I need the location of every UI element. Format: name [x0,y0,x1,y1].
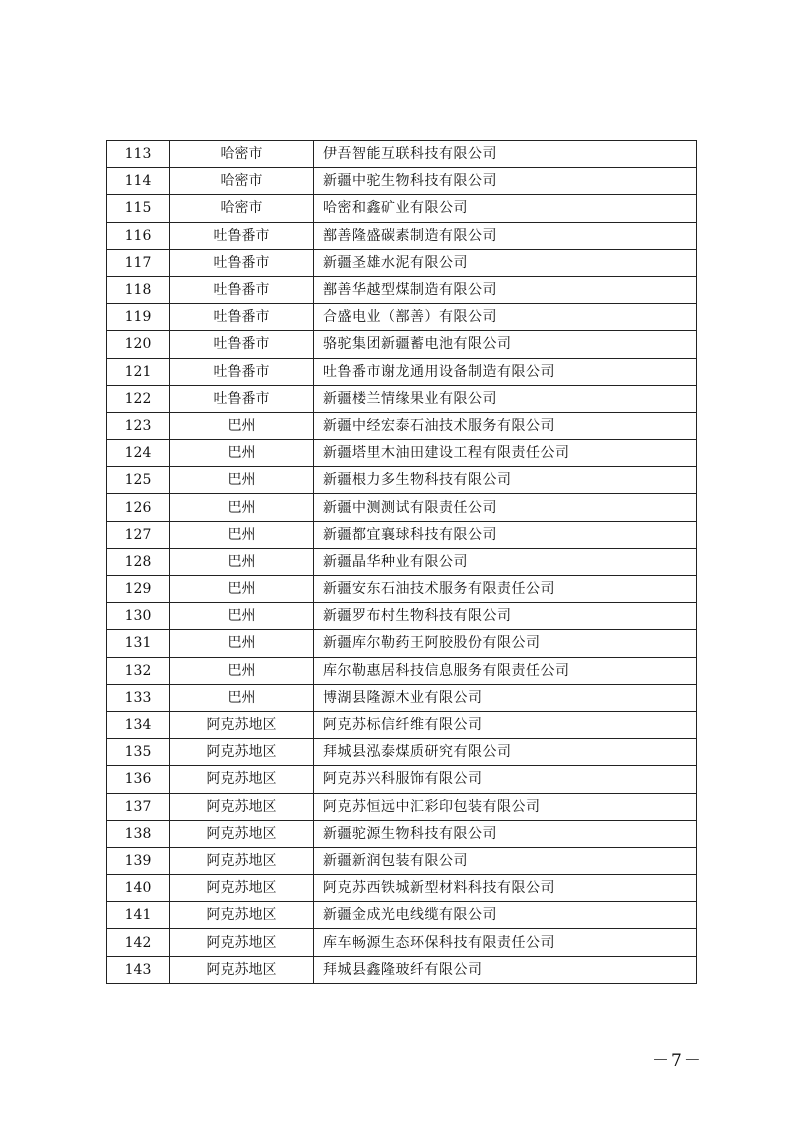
row-company: 哈密和鑫矿业有限公司 [314,195,697,222]
table-row [107,440,697,467]
row-number: 125 [107,467,170,494]
row-number: 137 [107,793,170,820]
row-company: 新疆中测测试有限责任公司 [314,494,697,521]
row-region: 吐鲁番市 [170,249,314,276]
row-region: 巴州 [170,548,314,575]
row-region: 巴州 [170,684,314,711]
table-row [107,222,697,249]
table-row [107,548,697,575]
row-company: 阿克苏恒远中汇彩印包装有限公司 [314,793,697,820]
row-number: 127 [107,521,170,548]
table-row [107,630,697,657]
row-company: 阿克苏西铁城新型材料科技有限公司 [314,875,697,902]
table-row [107,412,697,439]
row-company: 新疆圣雄水泥有限公司 [314,249,697,276]
row-company: 新疆库尔勒药王阿胶股份有限公司 [314,630,697,657]
row-number: 117 [107,249,170,276]
row-number: 136 [107,766,170,793]
row-region: 吐鲁番市 [170,222,314,249]
table-row [107,304,697,331]
table-row [107,929,697,956]
row-company: 阿克苏标信纤维有限公司 [314,711,697,738]
row-region: 吐鲁番市 [170,385,314,412]
row-company: 鄯善华越型煤制造有限公司 [314,276,697,303]
page-number: －7－ [652,1051,703,1071]
row-number: 143 [107,956,170,983]
table-row [107,766,697,793]
table-row [107,711,697,738]
row-company: 新疆楼兰情缘果业有限公司 [314,385,697,412]
row-region: 巴州 [170,521,314,548]
row-number: 133 [107,684,170,711]
row-company: 阿克苏兴科服饰有限公司 [314,766,697,793]
row-number: 118 [107,276,170,303]
row-number: 132 [107,657,170,684]
row-region: 巴州 [170,440,314,467]
table-row [107,847,697,874]
row-company: 合盛电业（鄯善）有限公司 [314,304,697,331]
table-row [107,494,697,521]
row-number: 128 [107,548,170,575]
row-company: 新疆新润包装有限公司 [314,847,697,874]
row-company: 新疆中驼生物科技有限公司 [314,168,697,195]
row-number: 131 [107,630,170,657]
row-company: 新疆都宜襄球科技有限公司 [314,521,697,548]
table-row [107,249,697,276]
row-number: 141 [107,902,170,929]
table-row [107,195,697,222]
row-region: 吐鲁番市 [170,358,314,385]
row-region: 哈密市 [170,141,314,168]
row-company: 新疆金成光电线缆有限公司 [314,902,697,929]
table-row [107,576,697,603]
table-row [107,739,697,766]
table-row [107,875,697,902]
row-company: 拜城县泓泰煤质研究有限公司 [314,739,697,766]
row-region: 吐鲁番市 [170,331,314,358]
row-company: 库车畅源生态环保科技有限责任公司 [314,929,697,956]
table-row [107,657,697,684]
row-region: 哈密市 [170,168,314,195]
row-company: 吐鲁番市谢龙通用设备制造有限公司 [314,358,697,385]
row-number: 130 [107,603,170,630]
row-number: 113 [107,141,170,168]
table-row [107,902,697,929]
row-number: 122 [107,385,170,412]
row-company: 博湖县隆源木业有限公司 [314,684,697,711]
row-number: 119 [107,304,170,331]
row-region: 巴州 [170,494,314,521]
row-company: 伊吾智能互联科技有限公司 [314,141,697,168]
table-row [107,467,697,494]
row-company: 新疆中经宏泰石油技术服务有限公司 [314,412,697,439]
row-number: 114 [107,168,170,195]
row-region: 巴州 [170,603,314,630]
row-number: 116 [107,222,170,249]
row-region: 巴州 [170,576,314,603]
row-number: 142 [107,929,170,956]
row-company: 库尔勒惠居科技信息服务有限责任公司 [314,657,697,684]
row-number: 135 [107,739,170,766]
row-region: 哈密市 [170,195,314,222]
table-row [107,331,697,358]
table-body [107,141,697,984]
row-number: 124 [107,440,170,467]
row-company: 新疆罗布村生物科技有限公司 [314,603,697,630]
row-number: 126 [107,494,170,521]
enterprise-table [106,140,697,984]
table-row [107,521,697,548]
row-company: 拜城县鑫隆玻纤有限公司 [314,956,697,983]
row-number: 115 [107,195,170,222]
row-region: 阿克苏地区 [170,739,314,766]
row-company: 新疆根力多生物科技有限公司 [314,467,697,494]
row-region: 吐鲁番市 [170,304,314,331]
row-number: 134 [107,711,170,738]
table-row [107,603,697,630]
table-row [107,168,697,195]
row-region: 阿克苏地区 [170,711,314,738]
row-region: 吐鲁番市 [170,276,314,303]
row-region: 巴州 [170,657,314,684]
row-company: 新疆塔里木油田建设工程有限责任公司 [314,440,697,467]
row-region: 阿克苏地区 [170,793,314,820]
row-region: 巴州 [170,630,314,657]
row-number: 121 [107,358,170,385]
row-region: 阿克苏地区 [170,929,314,956]
table-row [107,358,697,385]
row-region: 阿克苏地区 [170,820,314,847]
row-company: 新疆安东石油技术服务有限责任公司 [314,576,697,603]
table-row [107,276,697,303]
row-region: 阿克苏地区 [170,956,314,983]
row-region: 阿克苏地区 [170,847,314,874]
table-row [107,385,697,412]
row-number: 129 [107,576,170,603]
table-row [107,141,697,168]
row-number: 138 [107,820,170,847]
row-region: 阿克苏地区 [170,875,314,902]
row-number: 120 [107,331,170,358]
table-row [107,684,697,711]
row-number: 123 [107,412,170,439]
row-company: 新疆晶华种业有限公司 [314,548,697,575]
table-row [107,956,697,983]
row-region: 巴州 [170,467,314,494]
table-row [107,820,697,847]
table-row [107,793,697,820]
row-region: 巴州 [170,412,314,439]
row-region: 阿克苏地区 [170,766,314,793]
row-region: 阿克苏地区 [170,902,314,929]
row-company: 鄯善隆盛碳素制造有限公司 [314,222,697,249]
row-number: 140 [107,875,170,902]
row-company: 骆驼集团新疆蓄电池有限公司 [314,331,697,358]
row-company: 新疆驼源生物科技有限公司 [314,820,697,847]
row-number: 139 [107,847,170,874]
